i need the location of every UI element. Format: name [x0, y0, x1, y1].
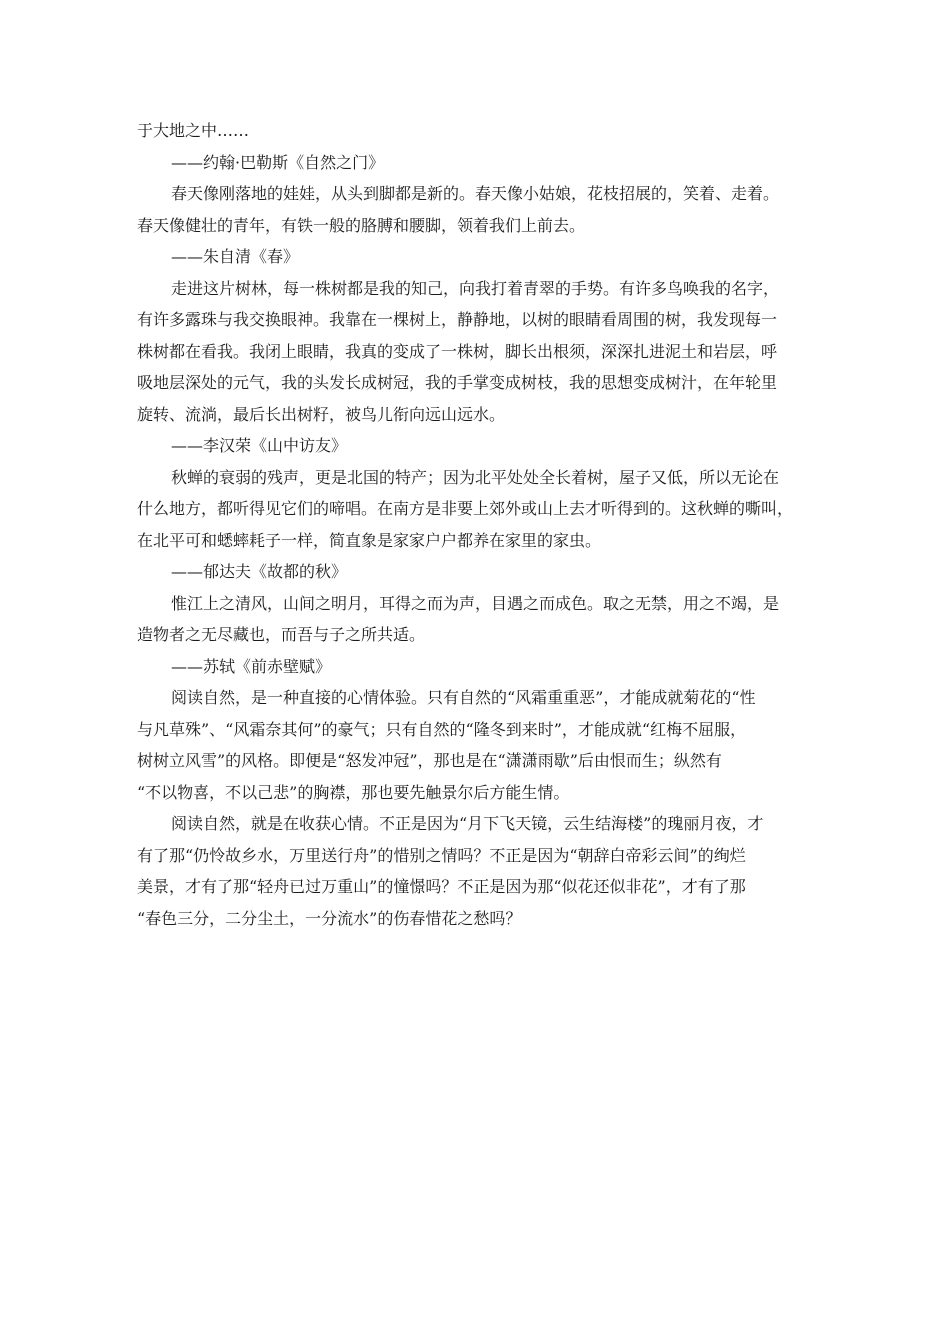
text-line: 走进这片树林，每一株树都是我的知己，向我打着青翠的手势。有许多鸟唤我的名字，	[171, 278, 780, 298]
paragraph	[137, 588, 817, 651]
text-line: “不以物喜，不以己悲”的胸襟，那也要先触景尔后方能生情。	[137, 782, 570, 802]
paragraph	[137, 462, 817, 557]
text-line: 阅读自然，是一种直接的心情体验。只有自然的“风霜重重恶”，才能成就菊花的“性	[171, 688, 756, 707]
text-line: 秋蝉的衰弱的残声，更是北国的特产；因为北平处处全长着树，屋子又低，所以无论在	[171, 467, 780, 487]
paragraph	[137, 273, 817, 431]
document-page	[137, 115, 817, 934]
text-line: 在北平可和蟋蟀耗子一样，简直象是家家户户都养在家里的家虫。	[137, 530, 602, 550]
text-line: 有了那“仍怜故乡水，万里送行舟”的惜别之情吗？不正是因为“朝辞白帝彩云间”的绚烂	[137, 845, 746, 865]
attribution-text: ——朱自清《春》	[171, 247, 300, 266]
attribution-text: ——郁达夫《故都的秋》	[171, 562, 348, 581]
text-line: “春色三分，二分尘土，一分流水”的伤春惜花之愁吗？	[137, 908, 522, 928]
continuation-line	[137, 115, 817, 147]
paragraph	[137, 808, 817, 934]
text-line: 惟江上之清风，山间之明月，耳得之而为声，目遇之而成色。取之无禁，用之不竭，是	[171, 593, 780, 613]
attribution	[137, 430, 817, 462]
text-line: 于大地之中……	[137, 121, 250, 140]
text-line: 有许多露珠与我交换眼神。我靠在一棵树上，静静地，以树的眼睛看周围的树，我发现每一	[137, 310, 778, 329]
attribution	[137, 147, 817, 179]
text-line: 春天像健壮的青年，有铁一般的胳膊和腰脚，领着我们上前去。	[137, 215, 586, 235]
text-line: 美景，才有了那“轻舟已过万重山”的憧憬吗？不正是因为那“似花还似非花”，才有了那	[137, 877, 746, 896]
attribution	[137, 241, 817, 273]
paragraph	[137, 178, 817, 241]
attribution-text: ——李汉荣《山中访友》	[171, 436, 348, 455]
text-line: 株树都在看我。我闭上眼睛，我真的变成了一株树，脚长出根须，深深扎进泥土和岩层，呼	[137, 341, 778, 361]
text-line: 吸地层深处的元气，我的头发长成树冠，我的手掌变成树枝，我的思想变成树汁，在年轮里	[137, 373, 778, 392]
text-line: 春天像刚落地的娃娃，从头到脚都是新的。春天像小姑娘，花枝招展的，笑着、走着。	[171, 184, 780, 203]
text-line: 树树立风雪”的风格。即便是“怒发冲冠”，那也是在“潇潇雨歇”后由恨而生；纵然有	[137, 751, 722, 770]
text-line: 阅读自然，就是在收获心情。不正是因为“月下飞天镜，云生结海楼”的瑰丽月夜，才	[171, 814, 764, 833]
text-line: 造物者之无尽藏也，而吾与子之所共适。	[137, 625, 426, 644]
text-line: 与凡草殊”、“风霜奈其何”的豪气；只有自然的“隆冬到来时”，才能成就“红梅不屈服，	[137, 719, 747, 739]
text-line: 旋转、流淌，最后长出树籽，被鸟儿衔向远山远水。	[137, 404, 506, 424]
attribution-text: ——苏轼《前赤壁赋》	[171, 656, 332, 676]
paragraph	[137, 682, 817, 808]
attribution	[137, 556, 817, 588]
text-line: 什么地方，都听得见它们的啼唱。在南方是非要上郊外或山上去才听得到的。这秋蝉的嘶叫，	[137, 499, 794, 518]
attribution	[137, 651, 817, 683]
attribution-text: ——约翰·巴勒斯《自然之门》	[171, 152, 385, 172]
